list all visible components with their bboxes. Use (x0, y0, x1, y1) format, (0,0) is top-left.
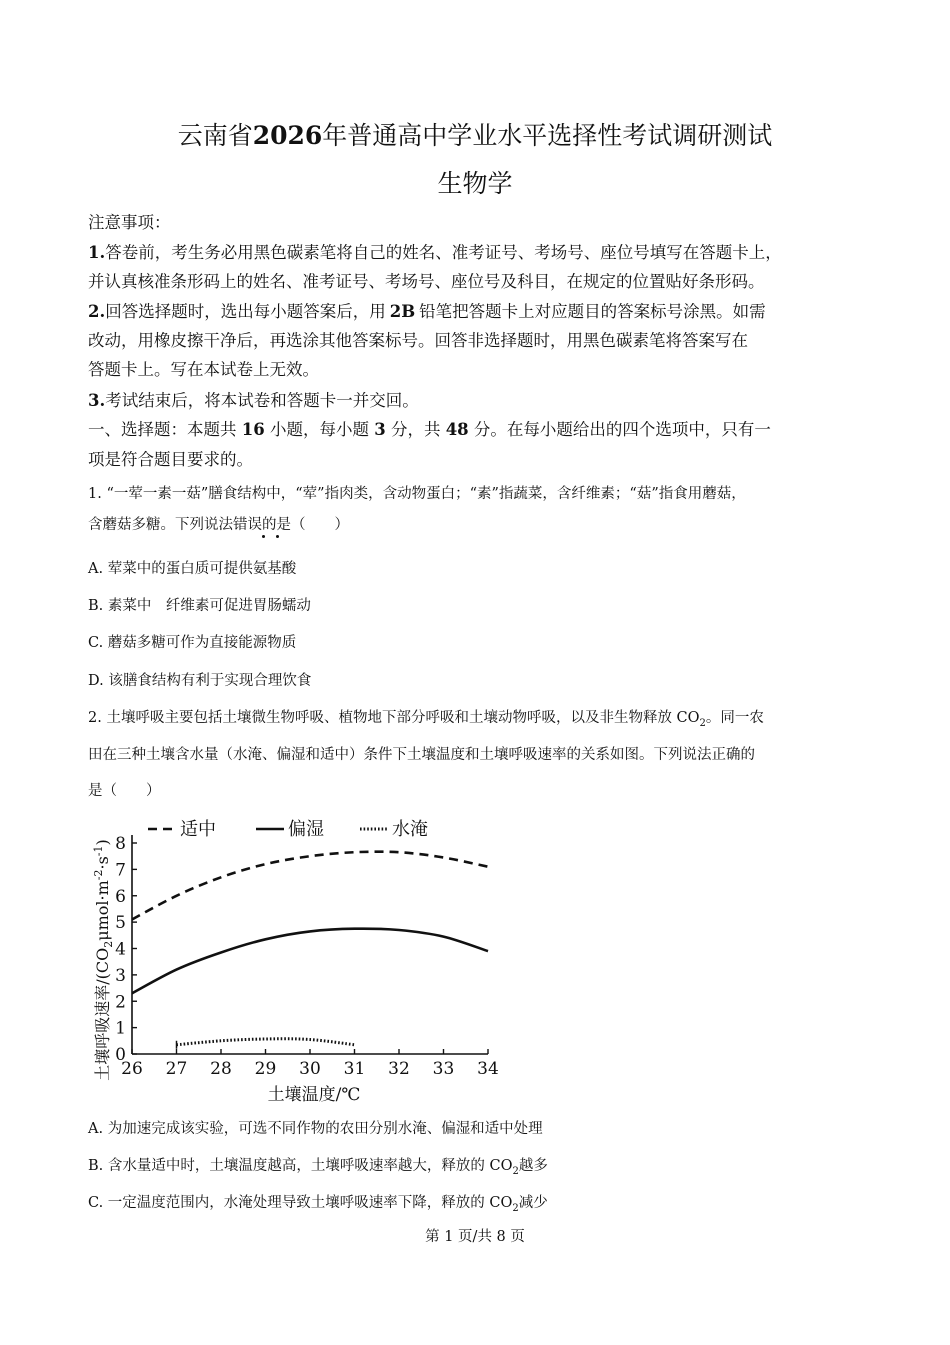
x-tick-label: 26 (121, 1059, 143, 1079)
chart-legend (148, 819, 428, 840)
x-tick-label: 28 (210, 1059, 232, 1079)
y-tick-label: 4 (115, 939, 126, 960)
y-tick-label: 8 (115, 834, 126, 854)
title-pre: 云南省 (177, 121, 253, 150)
notice-heading: 注意事项： (88, 213, 171, 232)
legend-label-水淹: 水淹 (392, 819, 428, 840)
x-axis-label: 土壤温度/℃ (267, 1085, 361, 1105)
y-tick-label: 1 (115, 1018, 126, 1039)
y-tick-label: 7 (115, 860, 126, 881)
chart-axes (115, 834, 499, 1079)
q1-stem-line1: 1. “一荤一素一菇”膳食结构中，“荤”指肉类，含动物蛋白；“素”指蔬菜，含纤维素；“菇”指食用蘑菇， (88, 486, 746, 502)
q2-option-a: A. 为加速完成该实验，可选不同作物的农田分别水淹、偏湿和适中处理 (88, 1121, 543, 1137)
q2-option-c: C. 一定温度范围内，水淹处理导致土壤呼吸速率下降，释放的 $CO_2$减少 (88, 1195, 548, 1214)
exam-title (0, 116, 950, 152)
y-tick-label: 2 (115, 992, 126, 1013)
notice-1-line2: 并认真核准条形码上的姓名、准考证号、考场号、座位号及科目，在规定的位置贴好条形码。 (88, 272, 765, 291)
emphasis-dot (276, 535, 279, 538)
legend-label-适中: 适中 (180, 819, 216, 840)
soil-respiration-chart (88, 808, 518, 1108)
q2-option-b: B. 含水量适中时，土壤温度越高，土壤呼吸速率越大，释放的 $CO_2$越多 (88, 1158, 548, 1177)
section1-line2: 项是符合题目要求的。 (88, 450, 253, 469)
x-tick-label: 34 (477, 1059, 499, 1079)
section1-line1: 一、选择题：本题共 16 小题，每小题 3 分，共 48 分。在每小题给出的四个选项中，只有一 (88, 420, 771, 439)
notice-2-line1: 2.回答选择题时，选出每小题答案后，用 2B 铅笔把答题卡上对应题目的答案标号涂黑。如需 (88, 302, 766, 321)
notice-2-line2: 改动，用橡皮擦干净后，再选涂其他答案标号。回答非选择题时，用黑色碳素笔将答案写在 (88, 331, 748, 350)
series-line-偏湿 (132, 929, 488, 994)
q1-option-a: A. 荤菜中的蛋白质可提供氨基酸 (88, 561, 297, 577)
x-tick-label: 30 (299, 1059, 321, 1079)
x-tick-label: 27 (165, 1059, 188, 1079)
y-tick-label: 3 (115, 965, 126, 986)
subject-title: 生物学 (437, 169, 513, 198)
chart-plot (132, 852, 488, 1049)
x-tick-label: 29 (254, 1059, 277, 1079)
q2-stem-line2: 田在三种土壤含水量（水淹、偏湿和适中）条件下土壤温度和土壤呼吸速率的关系如图。下列说法正确的 (88, 747, 755, 763)
page-number: 第 1 页/共 8 页 (425, 1229, 525, 1245)
legend-label-偏湿: 偏湿 (288, 819, 324, 840)
series-line-适中 (132, 852, 488, 920)
notice-1-line1: 1.答卷前，考生务必用黑色碳素笔将自己的姓名、准考证号、考场号、座位号填写在答题卡上， (88, 243, 782, 262)
y-tick-label: 0 (115, 1045, 126, 1065)
x-tick-label: 33 (432, 1059, 455, 1079)
x-tick-label: 32 (388, 1059, 410, 1079)
y-axis-label: 土壤呼吸速率$/(CO_2\mu mol\cdot m^{-2}\cdot s^{-1})$ (92, 839, 115, 1081)
notice-3-line1: 3.考试结束后，将本试卷和答题卡一并交回。 (88, 391, 419, 410)
q2-stem-line1: 2. 土壤呼吸主要包括土壤微生物呼吸、植物地下部分呼吸和土壤动物呼吸，以及非生物释放 $CO_2$。同一农 (88, 710, 764, 729)
q1-option-c: C. 蘑菇多糖可作为直接能源物质 (88, 635, 297, 651)
title-year: 2026 (252, 121, 323, 150)
x-tick-label: 31 (343, 1059, 366, 1079)
y-tick-label: 5 (115, 913, 126, 934)
y-tick-label: 6 (115, 886, 126, 907)
title-post: 年普通高中学业水平选择性考试调研测试 (322, 121, 773, 150)
series-line-水淹 (177, 1039, 355, 1045)
q1-option-b: B. 素菜中 纤维素可促进胃肠蠕动 (88, 598, 311, 614)
notice-2-line3: 答题卡上。写在本试卷上无效。 (88, 360, 319, 379)
q1-stem-line2: 含蘑菇多糖。下列说法错误的是（ ） (88, 517, 349, 533)
q2-stem-line3: 是（ ） (88, 783, 161, 799)
q1-option-d: D. 该膳食结构有利于实现合理饮食 (88, 673, 312, 689)
emphasis-dot (262, 535, 265, 538)
